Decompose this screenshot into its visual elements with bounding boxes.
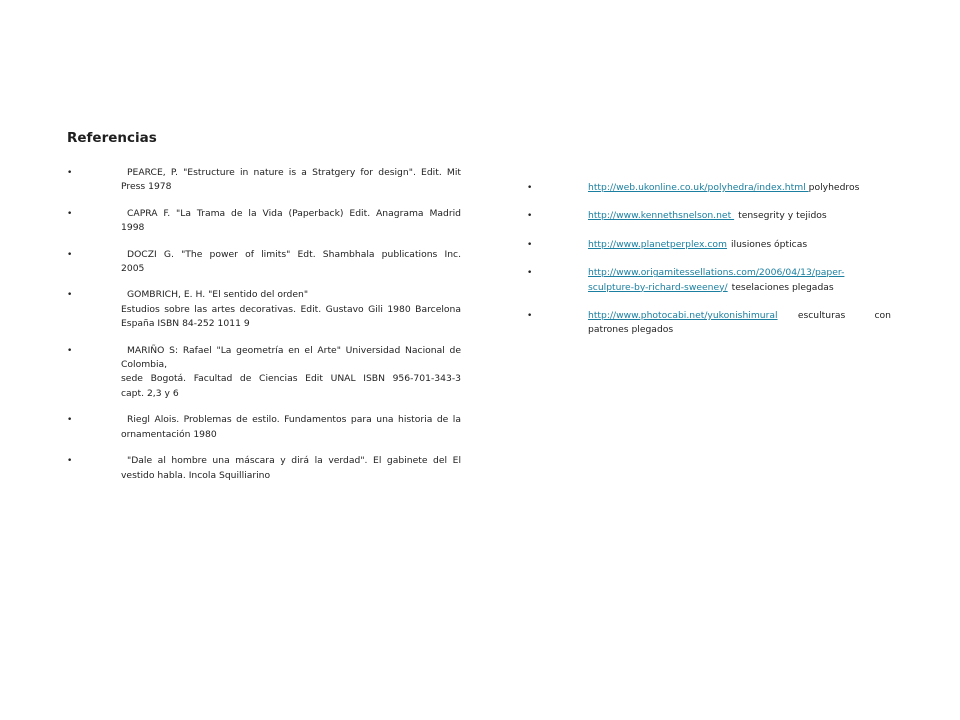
reference-text: Press 1978 — [121, 181, 172, 193]
link-item — [527, 309, 891, 338]
reference-item — [67, 454, 461, 483]
reference-text: Riegl Alois. Problemas de estilo. Fundamentos para una historia de la — [127, 414, 461, 426]
reference-text: sede Bogotá. Facultad de Ciencias Edit UNAL ISBN 956-701-343-3 — [121, 373, 461, 385]
link-description: polyhedros — [808, 182, 860, 193]
reference-text: MARIÑO S: Rafael "La geometría en el Arte" Universidad Nacional de — [127, 344, 461, 356]
reference-text: Colombia, — [121, 359, 168, 371]
reference-item — [67, 288, 461, 331]
reference-text: GOMBRICH, E. H. "El sentido del orden" — [127, 289, 309, 301]
reference-item — [67, 166, 461, 195]
link-item — [527, 181, 891, 195]
bullet-icon: • — [67, 208, 73, 219]
link-description: ilusiones ópticas — [730, 238, 808, 250]
link-item — [527, 266, 891, 295]
reference-text: 2005 — [121, 263, 145, 275]
reference-text: vestido habla. Incola Squilliarino — [121, 469, 271, 481]
reference-item — [67, 248, 461, 277]
link-description: tensegrity y tejidos — [738, 210, 827, 222]
link-item — [527, 209, 891, 223]
reference-text: España ISBN 84-252 1011 9 — [121, 318, 250, 330]
reference-item — [67, 344, 461, 402]
reference-text: DOCZI G. "The power of limits" Edt. Shambhala publications Inc. — [127, 248, 461, 260]
reference-text: Estudios sobre las artes decorativas. Edit. Gustavo Gili 1980 Barcelona — [121, 303, 461, 315]
reference-item — [67, 207, 461, 236]
bullet-icon: • — [67, 290, 73, 301]
bullet-icon: • — [67, 456, 73, 467]
reference-text: ornamentación 1980 — [121, 428, 217, 440]
bullet-icon: • — [527, 183, 533, 193]
photocabi-link[interactable]: http://www.photocabi.net/yukonishimural — [588, 310, 778, 322]
reference-list-right — [527, 181, 891, 352]
link-description: esculturas con — [797, 310, 891, 322]
reference-item — [67, 413, 461, 442]
link-item — [527, 238, 891, 252]
reference-text: 1998 — [121, 222, 145, 234]
reference-list-left — [67, 166, 461, 495]
kennethsnelson-link[interactable]: http://www.kennethsnelson.net — [588, 210, 735, 222]
bullet-icon: • — [527, 239, 533, 250]
reference-text: PEARCE, P. "Estructure in nature is a Stratgery for design". Edit. Mit — [127, 167, 461, 178]
bullet-icon: • — [67, 249, 73, 260]
origami-tessellations-link[interactable]: http://www.origamitessellations.com/2006/04/13/paper- — [588, 267, 845, 279]
bullet-icon: • — [527, 268, 533, 279]
link-description: teselaciones plegadas — [731, 281, 834, 293]
bullet-icon: • — [67, 168, 73, 178]
planetperplex-link[interactable]: http://www.planetperplex.com — [588, 238, 727, 250]
reference-text: "Dale al hombre una máscara y dirá la verdad". El gabinete del El — [127, 455, 461, 467]
origami-tessellations-link-continued[interactable]: sculpture-by-richard-sweeney/ — [588, 281, 728, 293]
bullet-icon: • — [527, 211, 533, 222]
page-title: Referencias — [67, 130, 157, 146]
bullet-icon: • — [527, 311, 533, 322]
bullet-icon: • — [67, 345, 73, 356]
polyhedra-link[interactable]: http://web.ukonline.co.uk/polyhedra/index.html — [588, 182, 809, 193]
link-description-continued: patrones plegados — [588, 324, 674, 336]
reference-text: capt. 2,3 y 6 — [121, 387, 179, 399]
reference-text: CAPRA F. "La Trama de la Vida (Paperback) Edit. Anagrama Madrid — [127, 207, 461, 219]
bullet-icon: • — [67, 415, 73, 426]
